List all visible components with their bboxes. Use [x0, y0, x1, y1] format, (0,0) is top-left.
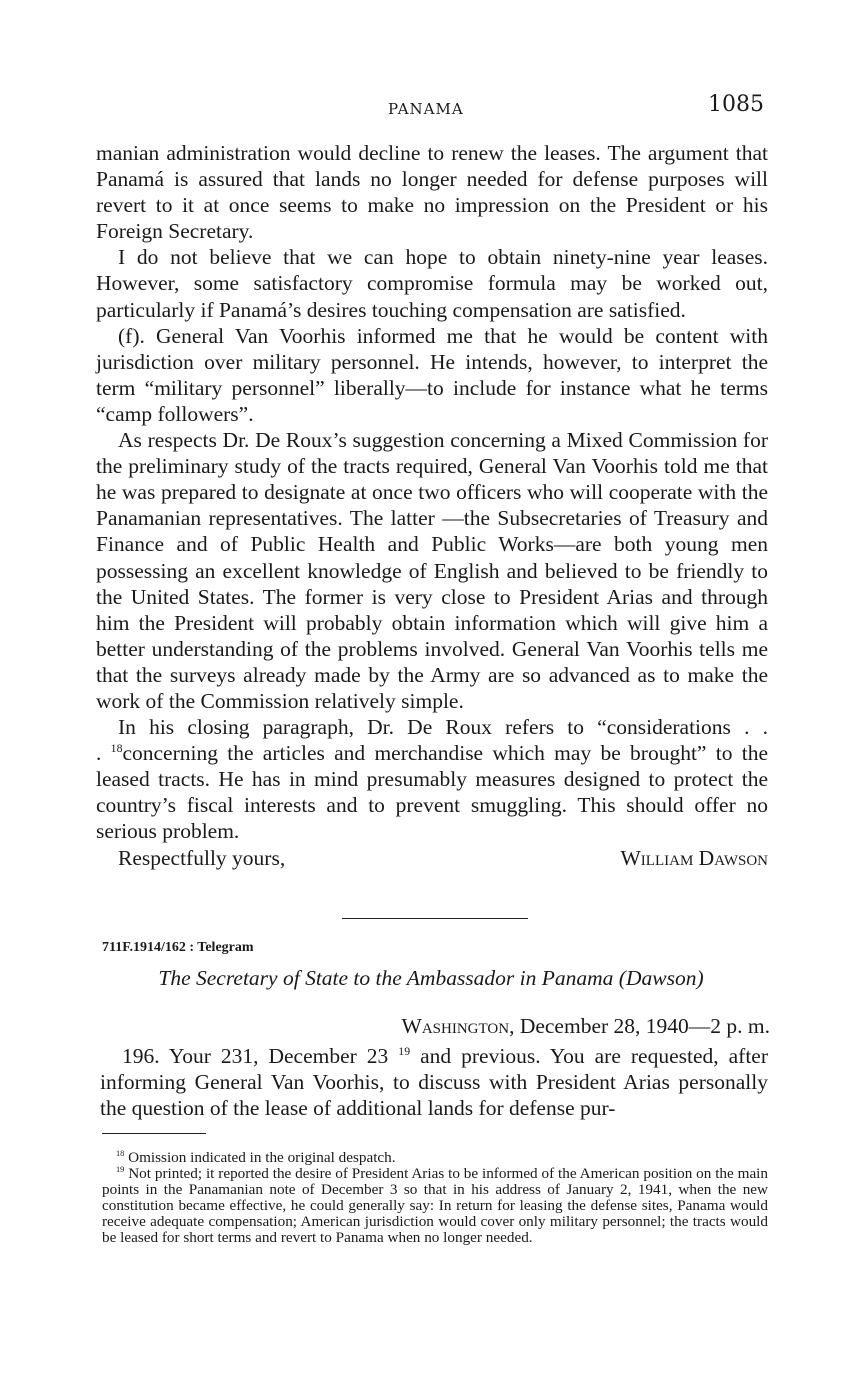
footnote-19-mark: 19: [116, 1164, 125, 1174]
running-head: [0, 92, 862, 122]
paragraph-5: [96, 714, 768, 844]
section-divider: [342, 918, 528, 919]
paragraph-2: I do not believe that we can hope to obtain ninety-nine year leases. However, some satisfactory compromise formula may be worked out, particularly if Panamá’s desires touching compensation are satisfied.: [96, 245, 768, 322]
telegram-paragraph: [100, 1043, 768, 1121]
signature-line: [96, 845, 768, 871]
footnote-18: [102, 1150, 768, 1166]
footnote-18-mark: 18: [116, 1148, 125, 1158]
paragraph-3: (f). General Van Voorhis informed me that he would be content with jurisdiction over military personnel. He intends, however, to interpret the term “military personnel” liberally—to include for instance what he terms “camp followers”.: [96, 323, 768, 426]
footnotes: [102, 1150, 768, 1245]
dateline-place: Washington: [401, 1014, 510, 1038]
closing: Respectfully yours,: [118, 845, 286, 870]
footnote-ref-18: 18: [110, 741, 123, 755]
paragraph-1: manian administration would decline to renew the leases. The argument that Panamá is assured that lands no longer needed for defense purposes will revert to it at once seems to make no impression on the President or his Foreign Secretary.: [96, 141, 768, 244]
page-number: 1085: [708, 92, 764, 117]
signature: William Dawson: [620, 845, 768, 870]
footnote-18-text: Omission indicated in the original despatch.: [128, 1149, 396, 1166]
telegram-text-b: and previous. You are requested, after informing General Van Voorhis, to discuss with President Arias personally the question of the lease of additional lands for defense pur-: [100, 1044, 768, 1121]
paragraph-4: As respects Dr. De Roux’s suggestion concerning a Mixed Commission for the preliminary study of the tracts required, General Van Voorhis told me that he was prepared to designate at once two officers who will cooperate with the Panamanian representatives. The latter —the Subsecretaries of Treasury and Finance and of Public Health and Public Works—are both young men possessing an excellent knowledge of English and believed to be friendly to the United States. The former is very close to President Arias and through him the President will probably obtain information which will give him a better understanding of the problems involved. General Van Voorhis tells me that the surveys already made by the Army are so advanced as to make the work of the Commission relatively simple.: [96, 428, 768, 713]
dateline: [402, 1014, 770, 1039]
footnote-19: [102, 1166, 768, 1246]
paragraph-5-text-b: concerning the articles and merchandise which may be brought” to the leased tracts. He has in mind presumably measures designed to protect the country’s fiscal interests and to prevent smuggling. This should offer no serious problem.: [96, 741, 769, 844]
footnote-ref-19: 19: [398, 1043, 411, 1058]
footnote-rule: [102, 1133, 206, 1134]
telegram-text-a: 196. Your 231, December 23: [122, 1044, 389, 1068]
document-title: The Secretary of State to the Ambassador in Panama (Dawson): [158, 966, 704, 990]
footnote-19-text: Not printed; it reported the desire of President Arias to be informed of the American position on the main points in the Panamanian note of December 3 so that in his address of January 2, 1941, when the new constitution became effective, he could generally say: In return for leasing the defense sites, Panama would receive adequate compensation; American jurisdiction would cover only military personnel; the tracts would be leased for short terms and revert to Panama when no longer needed.: [102, 1164, 768, 1246]
paragraph-5-text-a: In his closing paragraph, Dr. De Roux refers to “considerations . . .: [96, 715, 768, 766]
letter-body: [96, 140, 768, 871]
running-title: PANAMA: [388, 100, 464, 118]
file-reference: 711F.1914/162 : Telegram: [102, 940, 254, 955]
telegram-body: [100, 1043, 768, 1121]
dateline-date: , December 28, 1940—2 p. m.: [509, 1014, 770, 1038]
